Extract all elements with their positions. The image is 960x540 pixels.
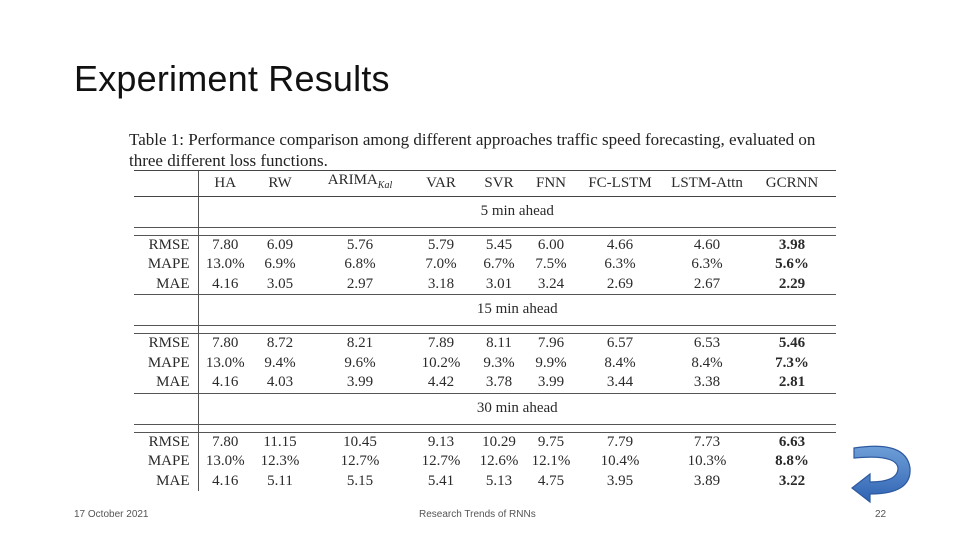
table-cell: 8.11 — [486, 335, 512, 351]
table-row — [134, 275, 836, 295]
table-cell: 3.44 — [574, 373, 666, 393]
table-header-row — [134, 171, 836, 197]
table-cell-best: 7.3% — [775, 354, 809, 371]
table-cell: 3.01 — [470, 275, 528, 295]
section-label: 5 min ahead — [198, 196, 836, 227]
table-cell: 9.6% — [344, 354, 376, 371]
table-cell: 7.80 — [198, 432, 252, 452]
column-header-subscript: Kal — [377, 180, 393, 191]
table-cell-best: 8.8% — [775, 453, 809, 469]
table-cell-best: 6.63 — [778, 433, 806, 450]
table-cell: 12.3% — [260, 453, 300, 469]
table-cell: 2.97 — [308, 275, 412, 295]
metric-label: MAE — [134, 373, 198, 393]
table-cell: 8.21 — [346, 335, 374, 351]
table-cell: 8.4% — [691, 354, 723, 371]
table-cell: 6.7% — [483, 256, 515, 272]
table-row — [134, 373, 836, 393]
table-row — [134, 472, 836, 492]
results-table — [134, 170, 836, 491]
table-cell: 10.3% — [687, 453, 727, 469]
column-header: LSTM-Attn — [666, 171, 748, 197]
section-header-row — [134, 196, 836, 227]
table-cell: 11.15 — [263, 433, 297, 450]
column-header: SVR — [470, 171, 528, 197]
table-cell: 9.4% — [264, 354, 296, 371]
header-corner — [134, 171, 198, 197]
table-cell: 4.16 — [198, 275, 252, 295]
metric-label: MAPE — [147, 354, 190, 371]
table-row — [134, 334, 836, 354]
column-header-label: ARIMA — [327, 172, 378, 188]
table-cell: 6.53 — [693, 335, 721, 351]
table-cell: 6.8% — [344, 256, 376, 272]
metric-label: RMSE — [148, 433, 190, 450]
table-cell-best: 2.81 — [748, 373, 836, 393]
metric-label: RMSE — [148, 236, 190, 253]
footer-title: Research Trends of RNNs — [419, 509, 536, 520]
table-cell: 9.9% — [535, 354, 567, 371]
table-row — [134, 452, 836, 472]
table-cell: 12.6% — [479, 453, 519, 469]
table-cell: 7.5% — [535, 256, 567, 272]
table-cell: 6.09 — [266, 236, 294, 253]
table-cell: 3.18 — [412, 275, 470, 295]
section-label: 30 min ahead — [198, 393, 836, 424]
column-header — [308, 171, 412, 197]
table-cell: 10.29 — [482, 433, 516, 450]
table-cell: 3.95 — [606, 472, 634, 489]
column-header: RW — [252, 171, 308, 197]
table-cell: 4.16 — [198, 373, 252, 393]
metric-label: RMSE — [148, 335, 190, 351]
table-cell: 3.05 — [252, 275, 308, 295]
table-cell: 7.0% — [425, 256, 457, 272]
table-caption: Table 1: Performance comparison among different approaches traffic speed forecasting, evaluated on three different loss functions. — [129, 130, 816, 170]
section-gap — [134, 227, 836, 235]
table-cell: 8.72 — [266, 335, 294, 351]
table-cell: 5.11 — [267, 472, 293, 489]
table-row — [134, 255, 836, 275]
table-cell: 8.4% — [604, 354, 636, 371]
table-cell: 3.24 — [528, 275, 574, 295]
table-cell: 4.75 — [537, 472, 565, 489]
table-cell: 5.79 — [427, 236, 455, 253]
table-cell: 4.60 — [693, 236, 721, 253]
table-cell: 12.7% — [421, 453, 461, 469]
table-cell: 5.45 — [485, 236, 513, 253]
section-gap — [134, 326, 836, 334]
table-cell: 4.03 — [252, 373, 308, 393]
table-cell: 2.67 — [666, 275, 748, 295]
table-cell: 3.99 — [308, 373, 412, 393]
table-cell: 5.41 — [427, 472, 455, 489]
footer-date: 17 October 2021 — [74, 509, 149, 520]
table-cell: 6.3% — [691, 256, 723, 272]
table-cell: 3.89 — [693, 472, 721, 489]
table-cell: 13.0% — [198, 255, 252, 275]
table-cell: 4.66 — [606, 236, 634, 253]
table-row — [134, 354, 836, 374]
table-cell: 6.00 — [537, 236, 565, 253]
table-cell: 2.69 — [574, 275, 666, 295]
table-cell: 3.78 — [470, 373, 528, 393]
section-header-row — [134, 393, 836, 424]
table-cell: 13.0% — [198, 452, 252, 472]
table-cell: 3.99 — [528, 373, 574, 393]
table-cell: 12.1% — [531, 453, 571, 469]
results-table-container — [134, 170, 836, 491]
table-cell: 9.13 — [427, 433, 455, 450]
column-header: VAR — [412, 171, 470, 197]
table-cell: 6.9% — [264, 256, 296, 272]
table-cell: 3.38 — [666, 373, 748, 393]
table-cell: 10.4% — [600, 453, 640, 469]
column-header: FC-LSTM — [574, 171, 666, 197]
table-cell-best: 3.98 — [778, 236, 806, 253]
table-cell: 13.0% — [198, 354, 252, 374]
table-cell: 7.73 — [693, 433, 721, 450]
table-cell-best: 2.29 — [748, 275, 836, 295]
slide-title: Experiment Results — [74, 58, 390, 99]
table-cell: 4.16 — [198, 472, 252, 492]
table-cell: 7.96 — [537, 335, 565, 351]
table-cell: 5.15 — [346, 472, 374, 489]
table-cell: 5.13 — [485, 472, 513, 489]
metric-label: MAE — [134, 275, 198, 295]
page-number: 22 — [875, 509, 887, 520]
table-cell: 7.89 — [427, 335, 455, 351]
table-cell: 7.80 — [198, 334, 252, 354]
table-cell: 6.3% — [604, 256, 636, 272]
metric-label: MAE — [156, 472, 190, 489]
section-label: 15 min ahead — [198, 295, 836, 326]
column-header: FNN — [528, 171, 574, 197]
table-cell: 10.2% — [421, 354, 461, 371]
table-cell-best: 5.46 — [778, 335, 806, 351]
column-header: HA — [198, 171, 252, 197]
section-spacer — [134, 393, 198, 424]
column-header: GCRNN — [748, 171, 836, 197]
table-cell: 6.57 — [606, 335, 634, 351]
table-cell: 9.75 — [537, 433, 565, 450]
table-row — [134, 432, 836, 452]
table-cell: 10.45 — [343, 433, 377, 450]
section-header-row — [134, 295, 836, 326]
table-cell: 7.80 — [198, 235, 252, 255]
section-spacer — [134, 196, 198, 227]
table-cell-best: 3.22 — [778, 472, 806, 489]
metric-label: MAPE — [147, 256, 190, 272]
table-cell: 7.79 — [606, 433, 634, 450]
metric-label: MAPE — [147, 453, 190, 469]
table-cell-best: 5.6% — [775, 256, 809, 272]
table-cell: 12.7% — [340, 453, 380, 469]
table-row — [134, 235, 836, 255]
section-gap — [134, 424, 836, 432]
table-cell: 9.3% — [483, 354, 515, 371]
table-cell: 5.76 — [346, 236, 374, 253]
section-spacer — [134, 295, 198, 326]
return-arrow-icon[interactable] — [848, 438, 914, 504]
table-cell: 4.42 — [412, 373, 470, 393]
